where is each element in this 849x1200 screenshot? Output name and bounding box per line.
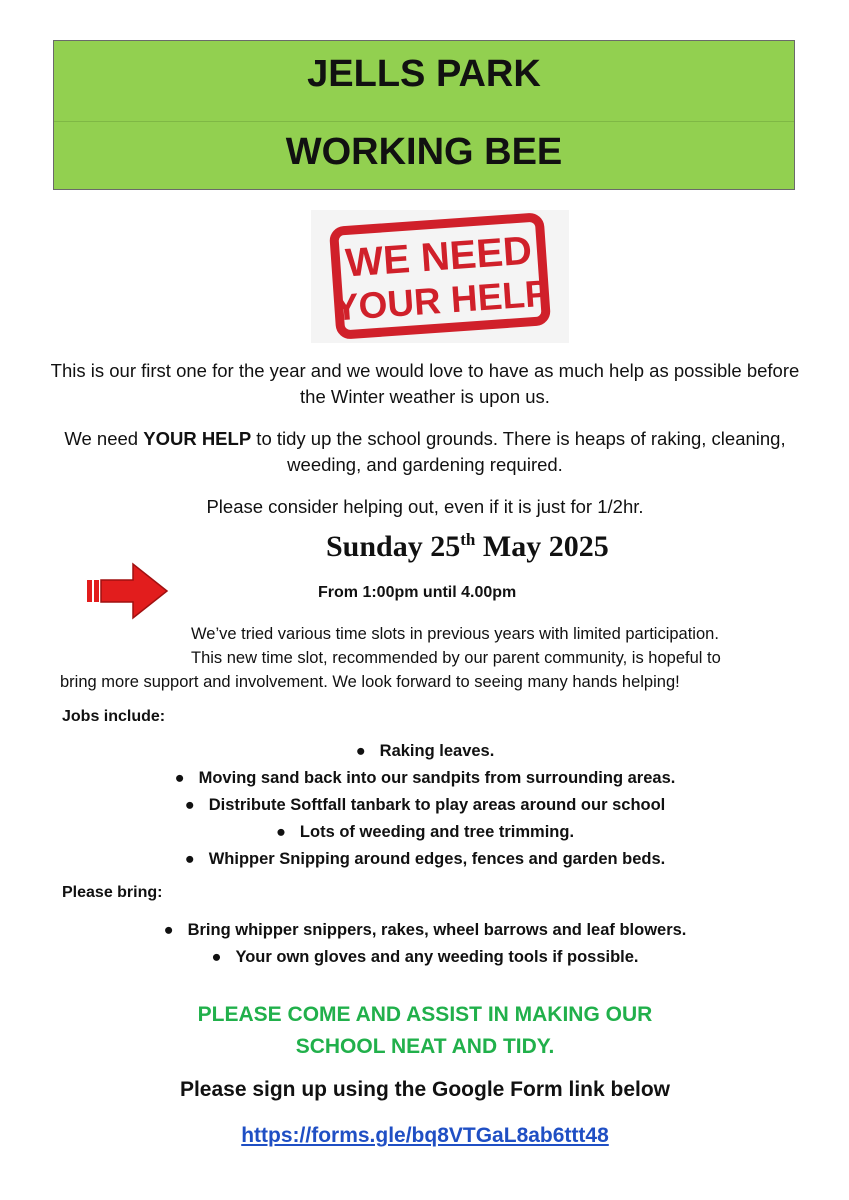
note-line-1: We’ve tried various time slots in previous years with limited participation. (191, 625, 719, 643)
we-need-your-help-stamp (311, 210, 569, 343)
your-help-emphasis: YOUR HELP (143, 428, 252, 449)
date-suffix: th (460, 530, 476, 549)
date-rest: May 2025 (475, 530, 609, 563)
intro-paragraph-2-end: to tidy up the school grounds. There is heaps of raking, cleaning, weeding, and gardening required. (251, 428, 786, 475)
intro-paragraph-3: Please consider helping out, even if it is just for 1/2hr. (206, 496, 644, 517)
title-banner (53, 40, 795, 190)
intro-paragraph-2-start: We need (64, 428, 144, 449)
banner-divider (54, 121, 794, 122)
bullet-icon: ● (174, 769, 185, 787)
time-slot-note (60, 622, 800, 694)
note-line-3: bring more support and involvement. We look forward to seeing many hands helping! (60, 673, 680, 691)
bring-list (40, 917, 810, 971)
bullet-icon: ● (184, 796, 195, 814)
title-line-1: JELLS PARK (307, 53, 541, 95)
list-item (40, 819, 810, 846)
job-text: Lots of weeding and tree trimming. (299, 823, 575, 841)
bring-text: Bring whipper snippers, rakes, wheel barrows and leaf blowers. (187, 921, 687, 939)
list-item (40, 765, 810, 792)
list-item (40, 944, 810, 971)
title-line-2: WORKING BEE (285, 131, 563, 173)
intro-paragraph-1: This is our first one for the year and we would love to have as much help as possible before the Winter weather is upon us. (50, 360, 800, 407)
jobs-heading: Jobs include: (62, 708, 166, 725)
event-date (326, 530, 609, 564)
stamp-line-1: WE NEED (344, 228, 534, 286)
cta-line-1: PLEASE COME AND ASSIST IN MAKING OUR (197, 1003, 653, 1026)
intro-paragraph-2 (40, 426, 810, 478)
stamp-line-2: YOUR HELP (332, 272, 551, 329)
bullet-icon: ● (275, 823, 286, 841)
bullet-icon: ● (211, 948, 222, 966)
cta-line-2: SCHOOL NEAT AND TIDY. (295, 1035, 555, 1058)
bullet-icon: ● (355, 742, 366, 760)
call-to-action (40, 999, 810, 1063)
red-right-arrow-icon (83, 560, 173, 622)
bring-heading: Please bring: (62, 884, 163, 901)
note-line-2: This new time slot, recommended by our parent community, is hopeful to (191, 649, 721, 667)
list-item (40, 846, 810, 873)
bring-text: Your own gloves and any weeding tools if possible. (235, 948, 639, 966)
list-item (40, 738, 810, 765)
date-day: Sunday 25 (326, 530, 461, 563)
job-text: Moving sand back into our sandpits from surrounding areas. (198, 769, 676, 787)
jobs-list (40, 738, 810, 873)
bullet-icon: ● (163, 921, 174, 939)
bullet-icon: ● (184, 850, 195, 868)
event-time: From 1:00pm until 4.00pm (318, 584, 517, 601)
google-form-link[interactable]: https://forms.gle/bq8VTGaL8ab6ttt48 (241, 1124, 609, 1147)
list-item (40, 792, 810, 819)
signup-instruction: Please sign up using the Google Form link below (179, 1078, 671, 1101)
list-item (40, 917, 810, 944)
job-text: Raking leaves. (379, 742, 495, 760)
job-text: Whipper Snipping around edges, fences and garden beds. (208, 850, 666, 868)
job-text: Distribute Softfall tanbark to play areas around our school (208, 796, 666, 814)
